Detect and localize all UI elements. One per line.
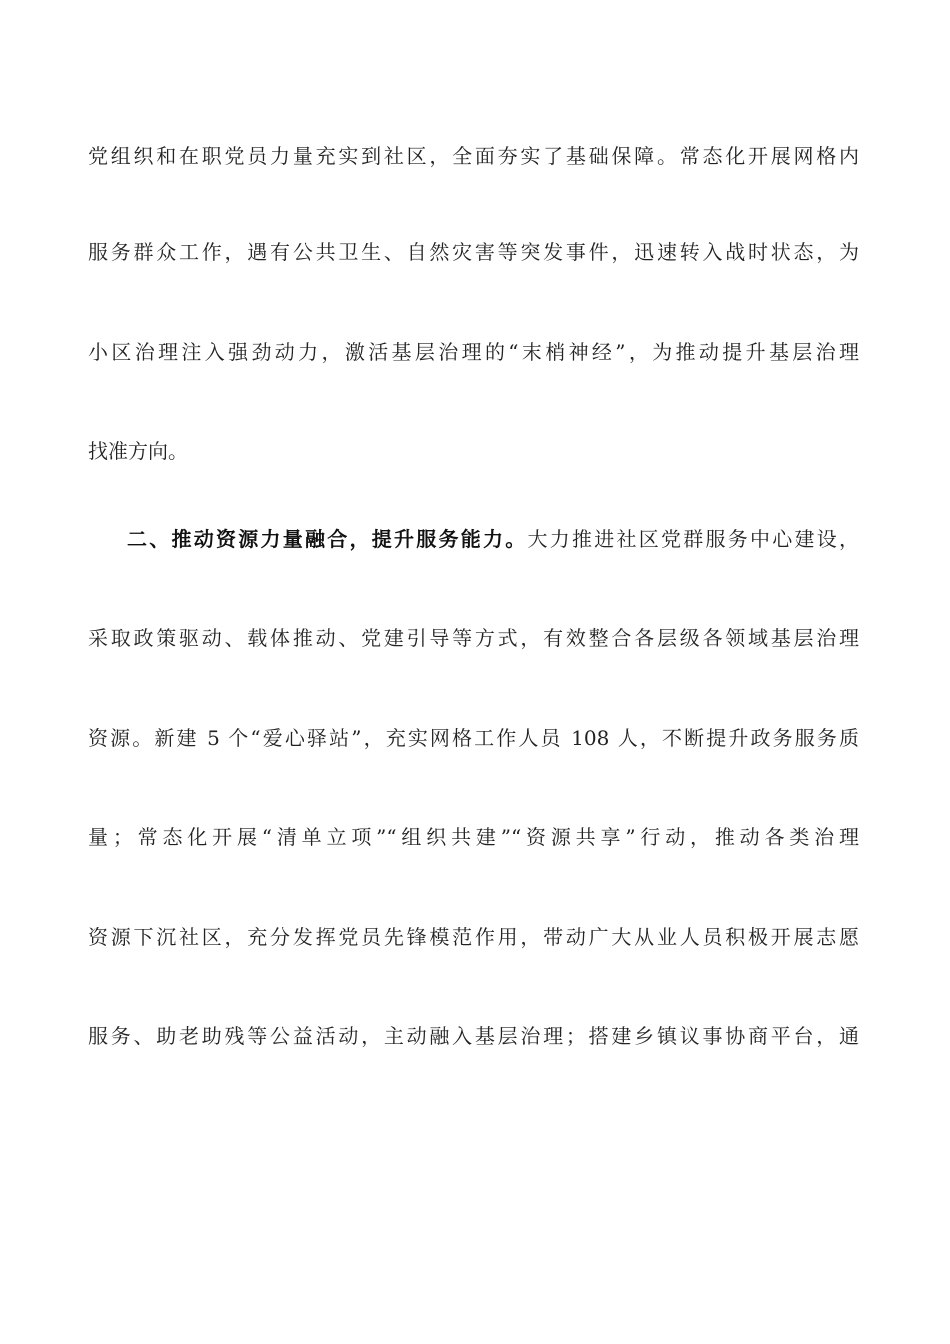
paragraph-1-line-2: 服务群众工作，遇有公共卫生、自然灾害等突发事件，迅速转入战时状态，为 xyxy=(88,240,859,264)
paragraph-2-line-1-rest: 大力推进社区党群服务中心建设， xyxy=(527,527,859,551)
paragraph-2-line-6: 服务、助老助残等公益活动，主动融入基层治理；搭建乡镇议事协商平台，通 xyxy=(88,1024,859,1048)
paragraph-2-line-3: 资源。新建 5 个“爱心驿站”，充实网格工作人员 108 人，不断提升政务服务质 xyxy=(88,726,859,750)
paragraph-2-line-1 xyxy=(127,519,859,559)
paragraph-2-line-2: 采取政策驱动、载体推动、党建引导等方式，有效整合各层级各领域基层治理 xyxy=(88,626,859,650)
paragraph-2-line-5: 资源下沉社区，充分发挥党员先锋模范作用，带动广大从业人员积极开展志愿 xyxy=(88,925,859,949)
paragraph-1-line-3: 小区治理注入强劲动力，激活基层治理的“末梢神经”，为推动提升基层治理 xyxy=(88,340,859,364)
paragraph-1-line-1: 党组织和在职党员力量充实到社区，全面夯实了基础保障。常态化开展网格内 xyxy=(88,144,859,168)
section-heading: 二、推动资源力量融合，提升服务能力。 xyxy=(127,527,528,551)
paragraph-2-line-4: 量；常态化开展“清单立项”“组织共建”“资源共享”行动，推动各类治理 xyxy=(88,825,859,849)
paragraph-1-line-4: 找准方向。 xyxy=(88,439,188,463)
